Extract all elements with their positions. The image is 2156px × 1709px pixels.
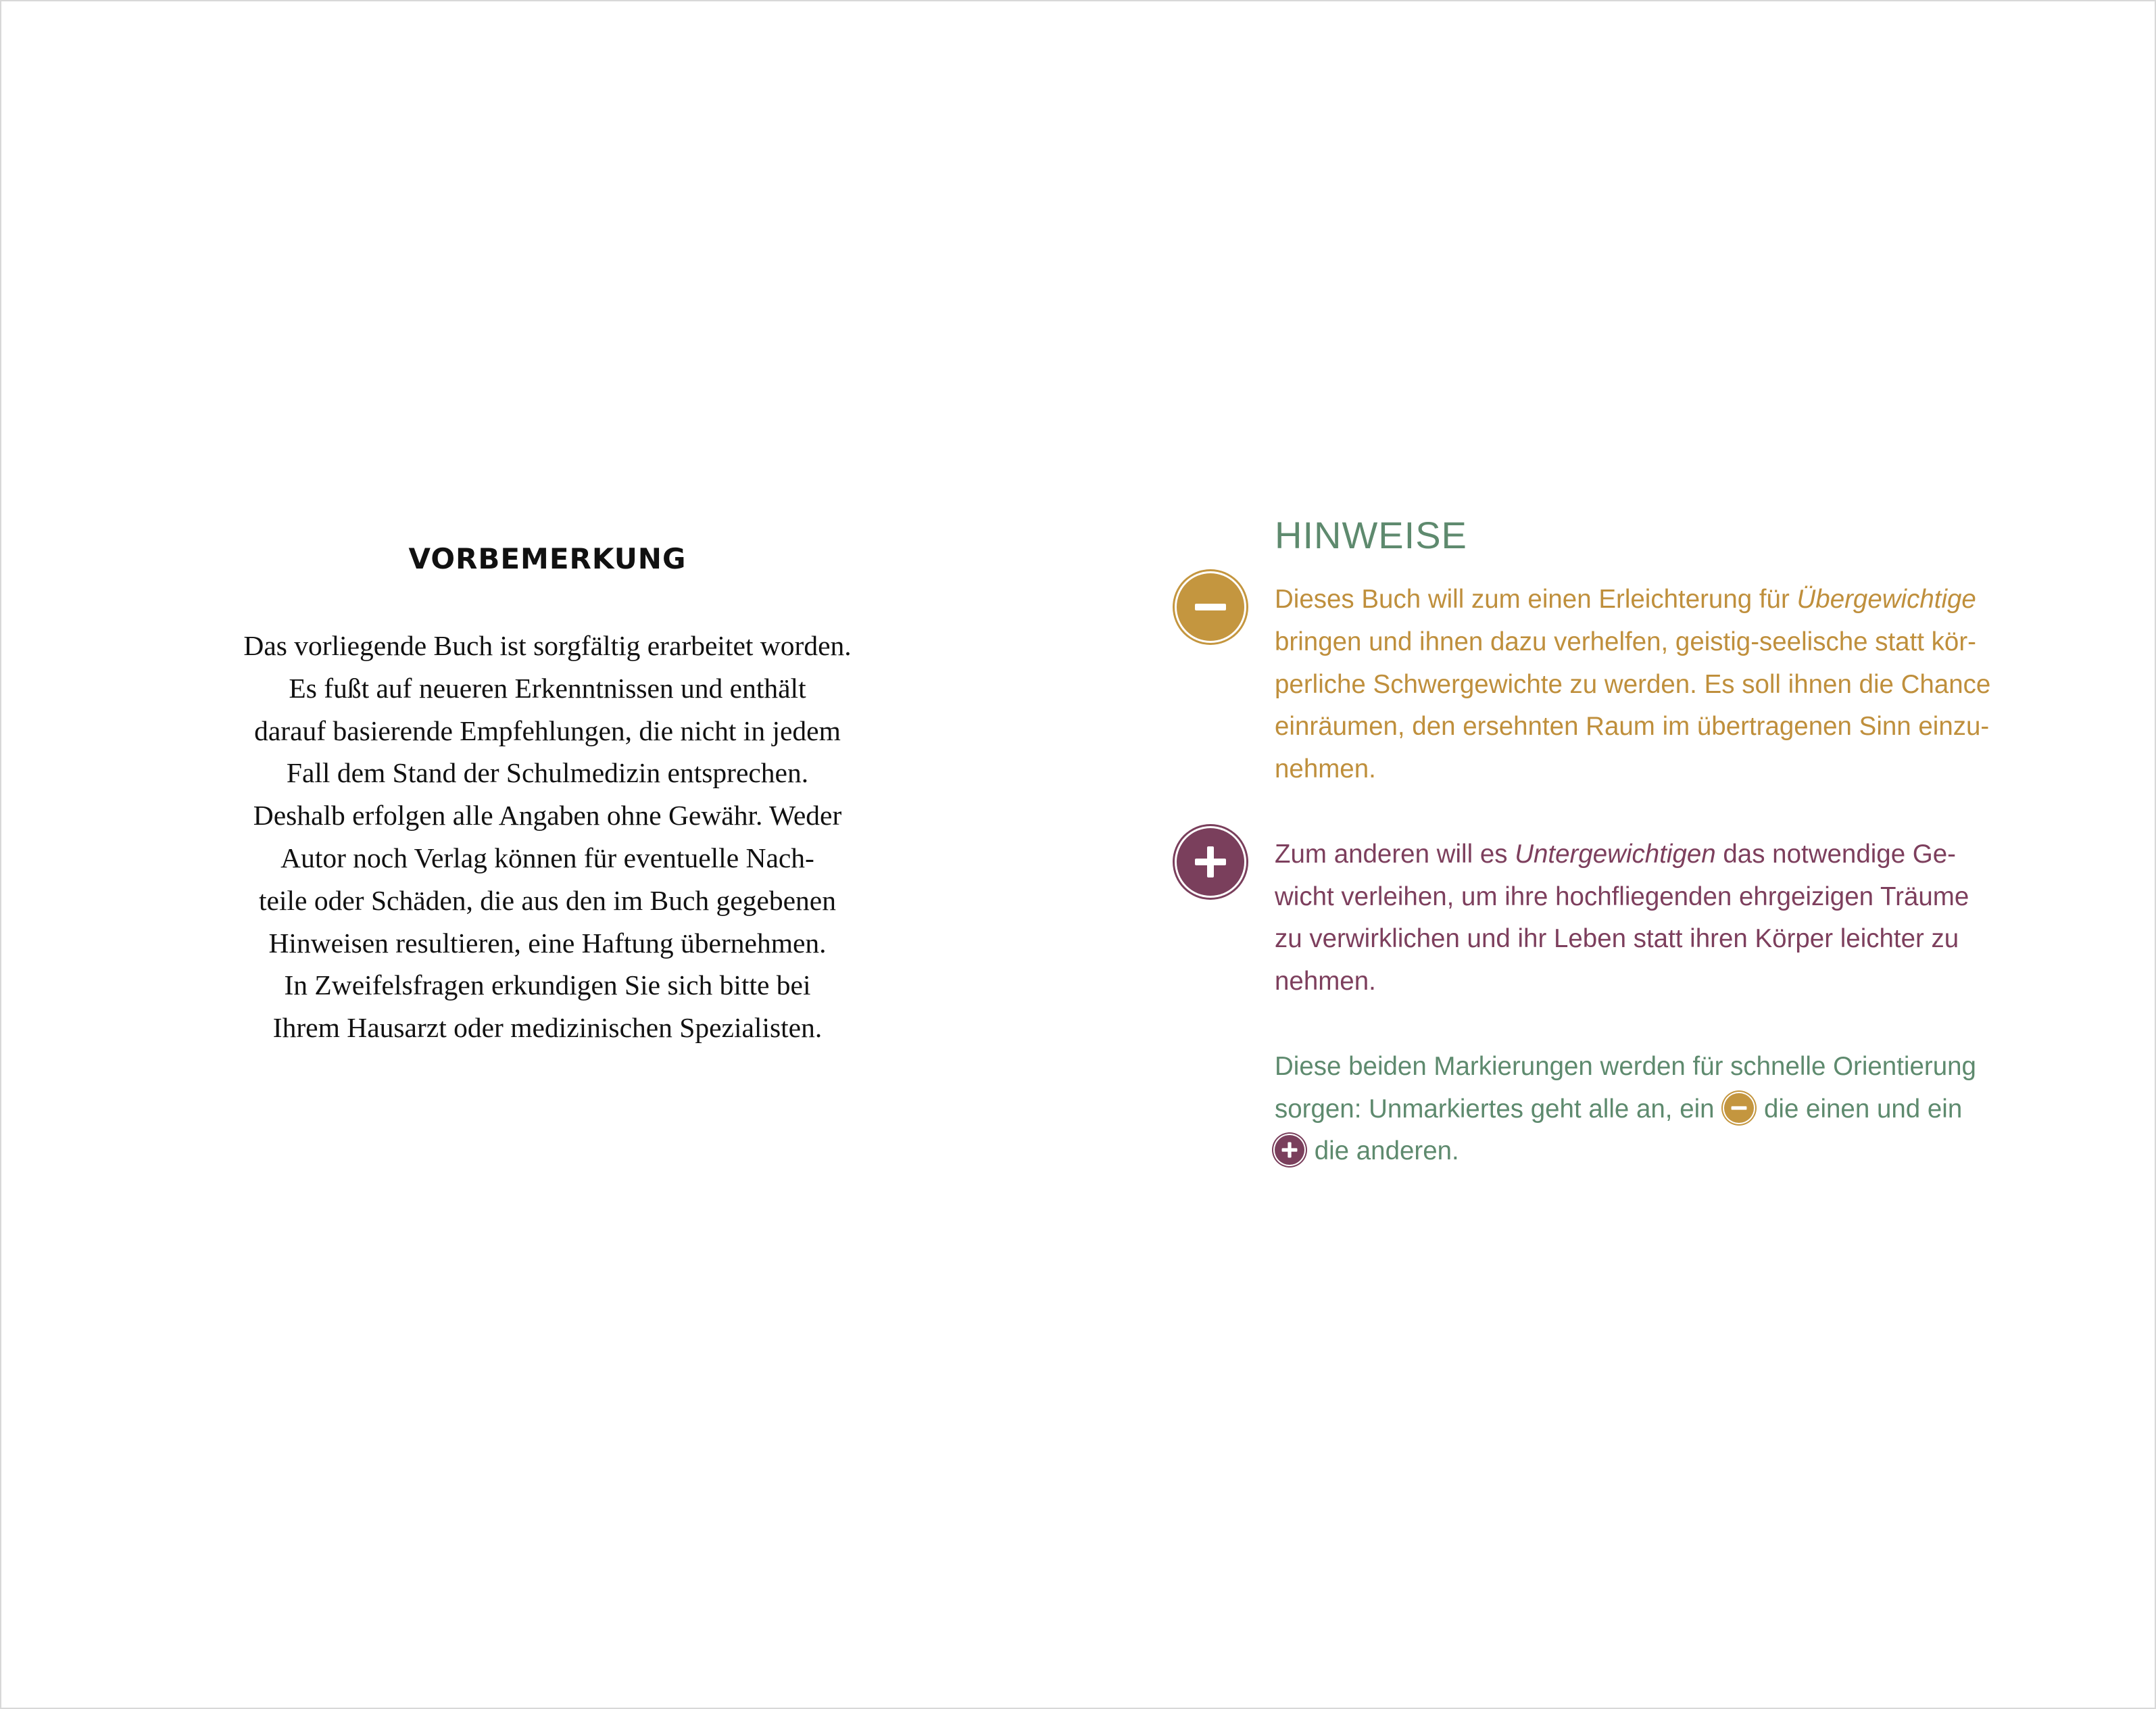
body-line: Das vorliegende Buch ist sorgfältig erarbeitet worden.: [243, 630, 852, 661]
body-line: Ihrem Hausarzt oder medizinischen Spezialisten.: [272, 1012, 823, 1044]
plus-circle-icon: [1177, 828, 1244, 896]
hinweise-title: HINWEISE: [1275, 514, 1467, 556]
vorbemerkung-body: [203, 625, 892, 1049]
plus-note-line: zu verwirklichen und ihr Leben statt ihren Körper leichter zu: [1275, 924, 1959, 954]
minus-note-emphasis: Übergewichtige: [1796, 585, 1976, 614]
legend-note: [1275, 1046, 2032, 1173]
body-line: Fall dem Stand der Schulmedizin entsprechen.: [286, 757, 809, 789]
minus-note-line: nehmen.: [1275, 754, 1376, 784]
plus-note-line: wicht verleihen, um ihre hochfliegenden ehrgeizigen Träume: [1275, 882, 1969, 911]
body-line: Hinweisen resultieren, eine Haftung übernehmen.: [268, 927, 827, 959]
left-page: [203, 535, 892, 1049]
minus-note-line: einräumen, den ersehnten Raum im übertragenen Sinn einzu-: [1275, 712, 1990, 742]
legend-line: [1275, 1130, 2032, 1173]
minus-note-line: perliche Schwergewichte zu werden. Es soll ihnen die Chance: [1275, 669, 1991, 699]
plus-note-text: das notwendige Ge-: [1715, 839, 1956, 869]
plus-circle-icon: [1275, 1135, 1304, 1165]
body-line: darauf basierende Empfehlungen, die nicht in jedem: [254, 715, 841, 746]
body-line: Es fußt auf neueren Erkenntnissen und enthält: [289, 672, 806, 704]
vorbemerkung-title: VORBEMERKUNG: [408, 542, 687, 575]
legend-line: [1275, 1088, 2032, 1131]
minus-circle-icon: [1177, 573, 1244, 641]
minus-circle-icon: [1724, 1093, 1754, 1123]
minus-note-line: bringen und ihnen dazu verhelfen, geistig-seelische statt kör-: [1275, 627, 1976, 656]
plus-note-line: nehmen.: [1275, 967, 1376, 996]
spread-gutter: [1077, 0, 1078, 1709]
legend-text: die einen und ein: [1757, 1094, 1963, 1124]
body-line: Autor noch Verlag können für eventuelle Nach-: [280, 842, 814, 873]
plus-note-line: [1275, 834, 2032, 876]
minus-note: [1275, 579, 2032, 791]
minus-note-line: [1275, 579, 2032, 621]
legend-text: sorgen: Unmarkiertes geht alle an, ein: [1275, 1094, 1722, 1124]
plus-note-emphasis: Untergewichtigen: [1515, 839, 1716, 869]
plus-note: [1275, 834, 2032, 1003]
body-line: In Zweifelsfragen erkundigen Sie sich bitte bei: [284, 969, 811, 1001]
body-line: Deshalb erfolgen alle Angaben ohne Gewähr. Weder: [253, 800, 842, 832]
legend-line: Diese beiden Markierungen werden für schnelle Orientierung: [1275, 1051, 1976, 1081]
right-page: [1275, 508, 2032, 1173]
body-line: teile oder Schäden, die aus den im Buch gegebenen: [259, 884, 836, 916]
legend-text: die anderen.: [1307, 1136, 1459, 1166]
minus-note-text: Dieses Buch will zum einen Erleichterung für: [1275, 585, 1797, 614]
plus-note-text: Zum anderen will es: [1275, 839, 1515, 869]
